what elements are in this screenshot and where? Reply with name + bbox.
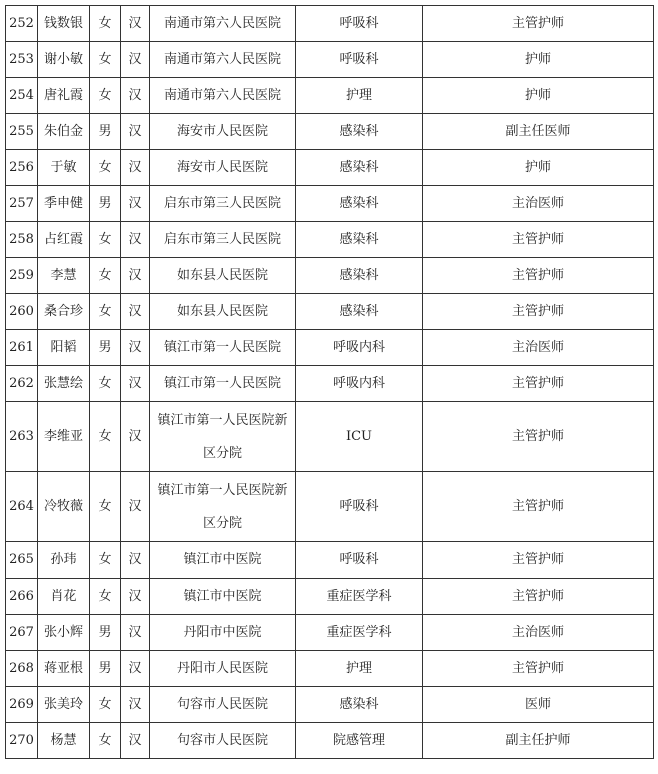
table-row [6, 330, 654, 366]
table-row [6, 542, 654, 579]
cell-department: 护理 [296, 78, 423, 114]
cell-sex: 女 [90, 687, 121, 723]
cell-name: 唐礼霞 [38, 78, 90, 114]
cell-number: 255 [6, 114, 38, 150]
cell-sex: 女 [90, 723, 121, 759]
cell-name: 阳韬 [38, 330, 90, 366]
cell-number: 260 [6, 294, 38, 330]
cell-name: 张慧绘 [38, 366, 90, 402]
cell-department: 重症医学科 [296, 615, 423, 651]
cell-hospital: 南通市第六人民医院 [150, 42, 296, 78]
cell-sex: 女 [90, 222, 121, 258]
cell-title: 主管护师 [423, 366, 654, 402]
cell-hospital: 启东市第三人民医院 [150, 186, 296, 222]
cell-number: 259 [6, 258, 38, 294]
cell-name: 孙玮 [38, 542, 90, 579]
cell-title: 主管护师 [423, 472, 654, 542]
cell-hospital: 丹阳市人民医院 [150, 651, 296, 687]
cell-number: 258 [6, 222, 38, 258]
personnel-table [5, 5, 654, 759]
cell-ethnicity: 汉 [121, 222, 150, 258]
cell-name: 李慧 [38, 258, 90, 294]
cell-hospital: 海安市人民医院 [150, 150, 296, 186]
cell-department: 感染科 [296, 687, 423, 723]
cell-number: 257 [6, 186, 38, 222]
cell-title: 主治医师 [423, 615, 654, 651]
cell-sex: 男 [90, 651, 121, 687]
cell-ethnicity: 汉 [121, 114, 150, 150]
cell-ethnicity: 汉 [121, 42, 150, 78]
table-row [6, 687, 654, 723]
cell-department: 护理 [296, 651, 423, 687]
cell-name: 肖花 [38, 579, 90, 615]
table-row [6, 114, 654, 150]
cell-name: 李维亚 [38, 402, 90, 472]
cell-name: 钱数银 [38, 6, 90, 42]
cell-number: 265 [6, 542, 38, 579]
cell-department: 重症医学科 [296, 579, 423, 615]
cell-department: 呼吸内科 [296, 330, 423, 366]
cell-name: 占红霞 [38, 222, 90, 258]
cell-number: 263 [6, 402, 38, 472]
table-row [6, 579, 654, 615]
cell-number: 262 [6, 366, 38, 402]
table-row [6, 472, 654, 542]
cell-ethnicity: 汉 [121, 150, 150, 186]
cell-department: 呼吸科 [296, 6, 423, 42]
cell-number: 264 [6, 472, 38, 542]
table-row [6, 723, 654, 759]
cell-number: 254 [6, 78, 38, 114]
cell-hospital: 镇江市第一人民医院 [150, 366, 296, 402]
cell-sex: 男 [90, 114, 121, 150]
cell-hospital: 句容市人民医院 [150, 687, 296, 723]
cell-title: 主管护师 [423, 651, 654, 687]
cell-sex: 女 [90, 42, 121, 78]
cell-title: 主治医师 [423, 186, 654, 222]
cell-department: 感染科 [296, 294, 423, 330]
cell-department: 呼吸科 [296, 542, 423, 579]
table-row [6, 150, 654, 186]
cell-department: 院感管理 [296, 723, 423, 759]
cell-name: 张小辉 [38, 615, 90, 651]
cell-title: 护师 [423, 78, 654, 114]
cell-department: 呼吸科 [296, 42, 423, 78]
table-row [6, 366, 654, 402]
cell-title: 主管护师 [423, 579, 654, 615]
cell-sex: 男 [90, 330, 121, 366]
table-row [6, 6, 654, 42]
cell-name: 于敏 [38, 150, 90, 186]
table-row [6, 294, 654, 330]
cell-title: 主管护师 [423, 258, 654, 294]
cell-number: 261 [6, 330, 38, 366]
cell-title: 主管护师 [423, 6, 654, 42]
cell-department: 感染科 [296, 150, 423, 186]
cell-name: 蒋亚根 [38, 651, 90, 687]
cell-department: 感染科 [296, 186, 423, 222]
cell-hospital: 南通市第六人民医院 [150, 78, 296, 114]
table-row [6, 222, 654, 258]
cell-sex: 女 [90, 150, 121, 186]
table-row [6, 186, 654, 222]
cell-hospital: 句容市人民医院 [150, 723, 296, 759]
cell-sex: 女 [90, 472, 121, 542]
cell-name: 张美玲 [38, 687, 90, 723]
cell-hospital: 海安市人民医院 [150, 114, 296, 150]
cell-hospital: 如东县人民医院 [150, 294, 296, 330]
cell-number: 269 [6, 687, 38, 723]
cell-sex: 男 [90, 186, 121, 222]
cell-title: 主管护师 [423, 542, 654, 579]
cell-ethnicity: 汉 [121, 723, 150, 759]
cell-ethnicity: 汉 [121, 294, 150, 330]
cell-hospital: 镇江市中医院 [150, 579, 296, 615]
cell-number: 252 [6, 6, 38, 42]
cell-title: 主管护师 [423, 222, 654, 258]
cell-department: 呼吸科 [296, 472, 423, 542]
cell-name: 谢小敏 [38, 42, 90, 78]
cell-title: 主治医师 [423, 330, 654, 366]
table-row [6, 615, 654, 651]
cell-name: 杨慧 [38, 723, 90, 759]
cell-title: 主管护师 [423, 402, 654, 472]
cell-hospital: 启东市第三人民医院 [150, 222, 296, 258]
cell-sex: 男 [90, 615, 121, 651]
cell-hospital: 镇江市第一人民医院新区分院 [150, 472, 296, 542]
cell-sex: 女 [90, 579, 121, 615]
cell-hospital: 南通市第六人民医院 [150, 6, 296, 42]
cell-number: 270 [6, 723, 38, 759]
cell-sex: 女 [90, 542, 121, 579]
cell-number: 267 [6, 615, 38, 651]
table-row [6, 651, 654, 687]
cell-ethnicity: 汉 [121, 542, 150, 579]
cell-number: 253 [6, 42, 38, 78]
cell-name: 桑合珍 [38, 294, 90, 330]
cell-ethnicity: 汉 [121, 687, 150, 723]
cell-department: 感染科 [296, 114, 423, 150]
cell-number: 266 [6, 579, 38, 615]
cell-sex: 女 [90, 6, 121, 42]
cell-ethnicity: 汉 [121, 651, 150, 687]
cell-title: 医师 [423, 687, 654, 723]
cell-ethnicity: 汉 [121, 366, 150, 402]
cell-title: 副主任护师 [423, 723, 654, 759]
cell-department: 呼吸内科 [296, 366, 423, 402]
cell-ethnicity: 汉 [121, 472, 150, 542]
cell-sex: 女 [90, 258, 121, 294]
cell-ethnicity: 汉 [121, 402, 150, 472]
table-row [6, 78, 654, 114]
cell-department: 感染科 [296, 258, 423, 294]
cell-hospital: 如东县人民医院 [150, 258, 296, 294]
cell-number: 268 [6, 651, 38, 687]
cell-sex: 女 [90, 366, 121, 402]
cell-title: 护师 [423, 150, 654, 186]
cell-department: 感染科 [296, 222, 423, 258]
cell-sex: 女 [90, 402, 121, 472]
table-row [6, 42, 654, 78]
cell-ethnicity: 汉 [121, 186, 150, 222]
cell-hospital: 镇江市第一人民医院 [150, 330, 296, 366]
cell-title: 主管护师 [423, 294, 654, 330]
cell-ethnicity: 汉 [121, 579, 150, 615]
cell-ethnicity: 汉 [121, 615, 150, 651]
cell-title: 护师 [423, 42, 654, 78]
cell-sex: 女 [90, 294, 121, 330]
cell-name: 季申健 [38, 186, 90, 222]
table-row [6, 402, 654, 472]
table-row [6, 258, 654, 294]
cell-ethnicity: 汉 [121, 330, 150, 366]
cell-department: ICU [296, 402, 423, 472]
cell-name: 冷牧薇 [38, 472, 90, 542]
cell-ethnicity: 汉 [121, 78, 150, 114]
cell-ethnicity: 汉 [121, 258, 150, 294]
cell-name: 朱伯金 [38, 114, 90, 150]
cell-title: 副主任医师 [423, 114, 654, 150]
cell-sex: 女 [90, 78, 121, 114]
cell-hospital: 丹阳市中医院 [150, 615, 296, 651]
cell-hospital: 镇江市中医院 [150, 542, 296, 579]
cell-hospital: 镇江市第一人民医院新区分院 [150, 402, 296, 472]
cell-ethnicity: 汉 [121, 6, 150, 42]
cell-number: 256 [6, 150, 38, 186]
